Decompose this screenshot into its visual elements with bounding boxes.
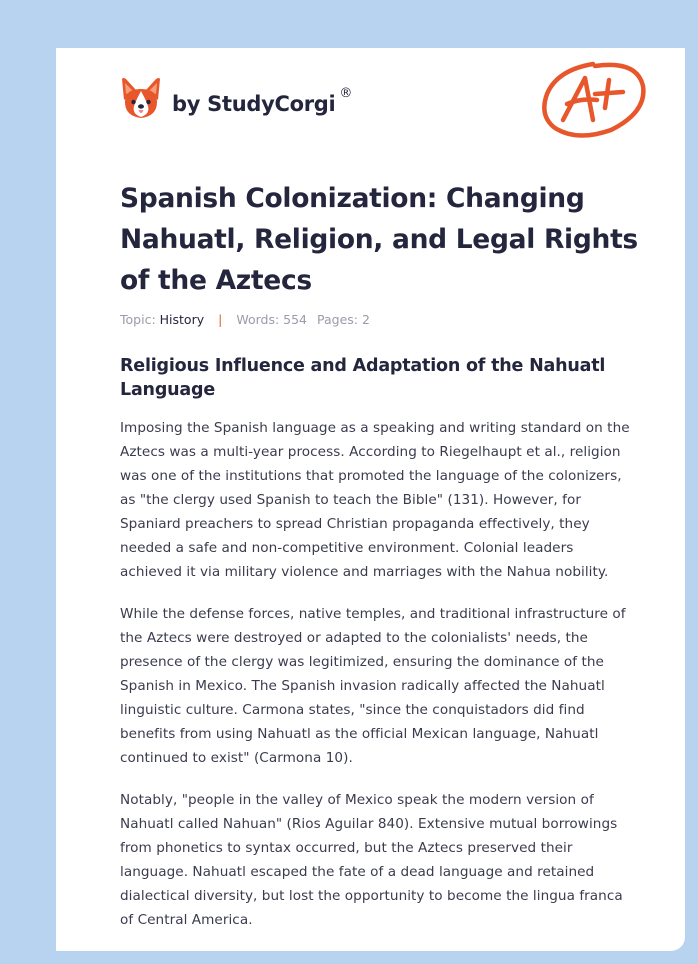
a-plus-grade-icon (537, 58, 649, 140)
topic-link[interactable]: History (159, 312, 205, 327)
document-title: Spanish Colonization: Changing Nahuatl, Religion, and Legal Rights of the Aztecs (120, 183, 638, 296)
words-value: 554 (283, 312, 308, 327)
meta-separator: | (218, 312, 223, 327)
brand-name: by StudyCorgi (172, 92, 336, 116)
document-page (56, 48, 685, 951)
registered-mark: ® (339, 85, 353, 101)
words-label: Words: (236, 312, 280, 327)
document-body (120, 416, 634, 950)
pages-label: Pages: (317, 312, 358, 327)
brand-link[interactable] (120, 74, 352, 124)
section-heading: Religious Influence and Adaptation of the Nahuatl Language (120, 356, 606, 400)
document-meta (120, 312, 370, 327)
topic-label: Topic: (120, 312, 156, 327)
corgi-logo-icon (120, 76, 162, 122)
page-header (56, 48, 685, 168)
paragraph: Imposing the Spanish language as a speaking and writing standard on the Aztecs was a multi-year process. According to Riegelhaupt et al., religion was one of the institutions that promoted the language of the colonizers, as "the clergy used Spanish to teach the Bible" (131). However, for Spaniard preachers to spread Christian propaganda effectively, they needed a safe and non-competitive environment. Colonial leaders achieved it via military violence and marriages with the Nahua nobility. (120, 420, 630, 580)
pages-value: 2 (361, 312, 370, 327)
paragraph: While the defense forces, native temples, and traditional infrastructure of the Aztecs were destroyed or adapted to the colonialists' needs, the presence of the clergy was legitimized, ensuring the dominance of the Spanish in Mexico. The Spanish invasion radically affected the Nahuatl linguistic culture. Carmona states, "since the conquistadors did find benefits from using Nahuatl as the official Mexican language, Nahuatl continued to exist" (Carmona 10). (120, 606, 626, 766)
paragraph: Notably, "people in the valley of Mexico speak the modern version of Nahuatl called Nahuan" (Rios Aguilar 840). Extensive mutual borrowings from phonetics to syntax occurred, but the Aztecs preserved their language. Nahuatl escaped the fate of a dead language and retained dialectical diversity, but lost the opportunity to become the lingua franca of Central America. (120, 792, 623, 928)
